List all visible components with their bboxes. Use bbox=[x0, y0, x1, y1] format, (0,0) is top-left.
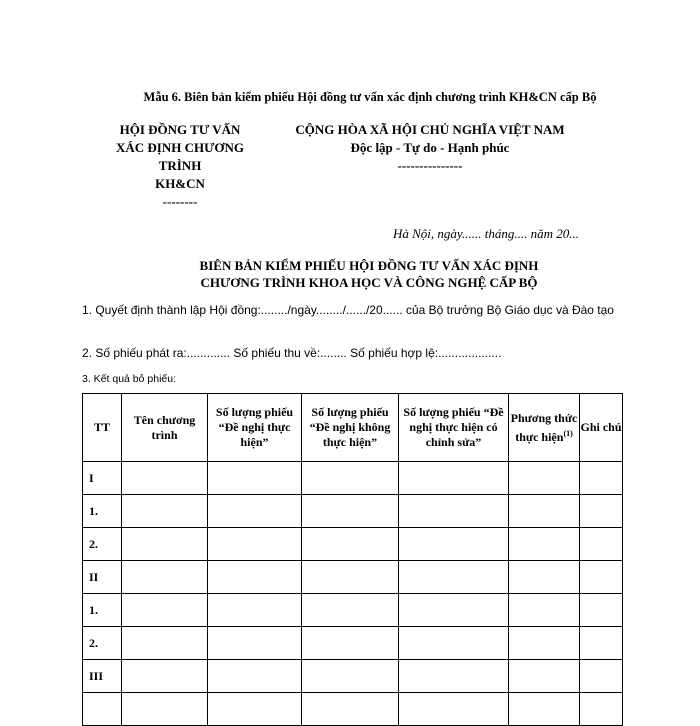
footnote-marker: (1) bbox=[563, 428, 573, 438]
empty-cell bbox=[580, 627, 623, 660]
nation-divider: --------------- bbox=[397, 158, 463, 173]
empty-cell bbox=[302, 660, 399, 693]
empty-cell bbox=[399, 495, 509, 528]
document-title-line2: CHƯƠNG TRÌNH KHOA HỌC VÀ CÔNG NGHỆ CẤP BỘ bbox=[200, 275, 538, 290]
header-method-label: Phương thức thực hiện bbox=[510, 410, 578, 444]
empty-cell bbox=[208, 693, 302, 726]
empty-cell bbox=[580, 693, 623, 726]
table-row bbox=[83, 693, 623, 726]
header-approve-votes: Số lượng phiếu “Đề nghị thực hiện” bbox=[208, 394, 302, 462]
row-index-cell: 2. bbox=[83, 627, 122, 660]
empty-cell bbox=[580, 594, 623, 627]
row-index-cell bbox=[83, 693, 122, 726]
empty-cell bbox=[302, 594, 399, 627]
empty-cell bbox=[122, 561, 208, 594]
empty-cell bbox=[580, 462, 623, 495]
row-index-cell: 1. bbox=[83, 594, 122, 627]
empty-cell bbox=[509, 462, 580, 495]
empty-cell bbox=[399, 660, 509, 693]
table-row bbox=[83, 627, 623, 660]
empty-cell bbox=[122, 528, 208, 561]
row-index-cell: II bbox=[83, 561, 122, 594]
empty-cell bbox=[399, 528, 509, 561]
row-index-cell: III bbox=[83, 660, 122, 693]
table-row bbox=[83, 594, 623, 627]
empty-cell bbox=[399, 693, 509, 726]
empty-cell bbox=[580, 561, 623, 594]
empty-cell bbox=[122, 462, 208, 495]
item-ballot-counts: 2. Số phiếu phát ra:............. Số phiếu thu về:........ Số phiếu hợp lệ:................... bbox=[82, 346, 502, 360]
table-row bbox=[83, 495, 623, 528]
header-program-name: Tên chương trình bbox=[122, 394, 208, 462]
table-row bbox=[83, 528, 623, 561]
org-line: TRÌNH bbox=[158, 158, 202, 173]
empty-cell bbox=[509, 495, 580, 528]
empty-cell bbox=[208, 495, 302, 528]
empty-cell bbox=[302, 528, 399, 561]
item-results-label: 3. Kết quả bỏ phiếu: bbox=[82, 373, 176, 385]
empty-cell bbox=[208, 528, 302, 561]
date-line: Hà Nội, ngày...... tháng.... năm 20... bbox=[393, 226, 579, 241]
header-reject-votes: Số lượng phiếu “Đề nghị không thực hiện” bbox=[302, 394, 399, 462]
empty-cell bbox=[509, 693, 580, 726]
empty-cell bbox=[580, 495, 623, 528]
table-row bbox=[83, 462, 623, 495]
empty-cell bbox=[580, 528, 623, 561]
document-title-line1: BIÊN BẢN KIỂM PHIẾU HỘI ĐỒNG TƯ VẤN XÁC ĐỊNH bbox=[199, 258, 539, 273]
org-line: XÁC ĐỊNH CHƯƠNG bbox=[115, 140, 245, 155]
empty-cell bbox=[399, 594, 509, 627]
row-index-cell: 2. bbox=[83, 528, 122, 561]
document-title bbox=[0, 257, 700, 291]
org-line: HỘI ĐỒNG TƯ VẤN bbox=[119, 122, 241, 137]
table-row bbox=[83, 561, 623, 594]
table-row bbox=[83, 660, 623, 693]
issuing-org-block bbox=[95, 121, 265, 211]
item-decision: 1. Quyết định thành lập Hội đồng:......../ngày......../....../20...... của Bộ trưởng Bộ Giáo dục và Đào tạo bbox=[82, 303, 614, 317]
empty-cell bbox=[399, 627, 509, 660]
empty-cell bbox=[509, 627, 580, 660]
org-divider: -------- bbox=[162, 194, 198, 209]
results-table bbox=[82, 393, 623, 726]
row-index-cell: 1. bbox=[83, 495, 122, 528]
empty-cell bbox=[208, 594, 302, 627]
org-line: KH&CN bbox=[155, 176, 205, 191]
empty-cell bbox=[122, 660, 208, 693]
nation-name: CỘNG HÒA XÃ HỘI CHỦ NGHĨA VIỆT NAM bbox=[295, 122, 565, 137]
empty-cell bbox=[302, 693, 399, 726]
empty-cell bbox=[509, 561, 580, 594]
empty-cell bbox=[302, 561, 399, 594]
header-tt: TT bbox=[83, 394, 122, 462]
table-header-row bbox=[83, 394, 623, 462]
row-index-cell: I bbox=[83, 462, 122, 495]
empty-cell bbox=[509, 660, 580, 693]
empty-cell bbox=[208, 561, 302, 594]
header-method bbox=[509, 394, 580, 462]
empty-cell bbox=[122, 594, 208, 627]
header-edit-votes: Số lượng phiếu “Đề nghị thực hiện có chỉnh sửa” bbox=[399, 394, 509, 462]
empty-cell bbox=[302, 495, 399, 528]
form-title: Mẫu 6. Biên bản kiểm phiếu Hội đồng tư vấn xác định chương trình KH&CN cấp Bộ bbox=[143, 90, 597, 104]
empty-cell bbox=[208, 627, 302, 660]
national-header-block bbox=[270, 121, 590, 175]
empty-cell bbox=[122, 627, 208, 660]
empty-cell bbox=[302, 462, 399, 495]
empty-cell bbox=[302, 627, 399, 660]
empty-cell bbox=[399, 462, 509, 495]
empty-cell bbox=[399, 561, 509, 594]
empty-cell bbox=[122, 693, 208, 726]
empty-cell bbox=[580, 660, 623, 693]
nation-motto: Độc lập - Tự do - Hạnh phúc bbox=[350, 140, 510, 155]
empty-cell bbox=[122, 495, 208, 528]
header-notes: Ghi chú bbox=[580, 394, 623, 462]
empty-cell bbox=[509, 594, 580, 627]
empty-cell bbox=[208, 462, 302, 495]
empty-cell bbox=[208, 660, 302, 693]
empty-cell bbox=[509, 528, 580, 561]
